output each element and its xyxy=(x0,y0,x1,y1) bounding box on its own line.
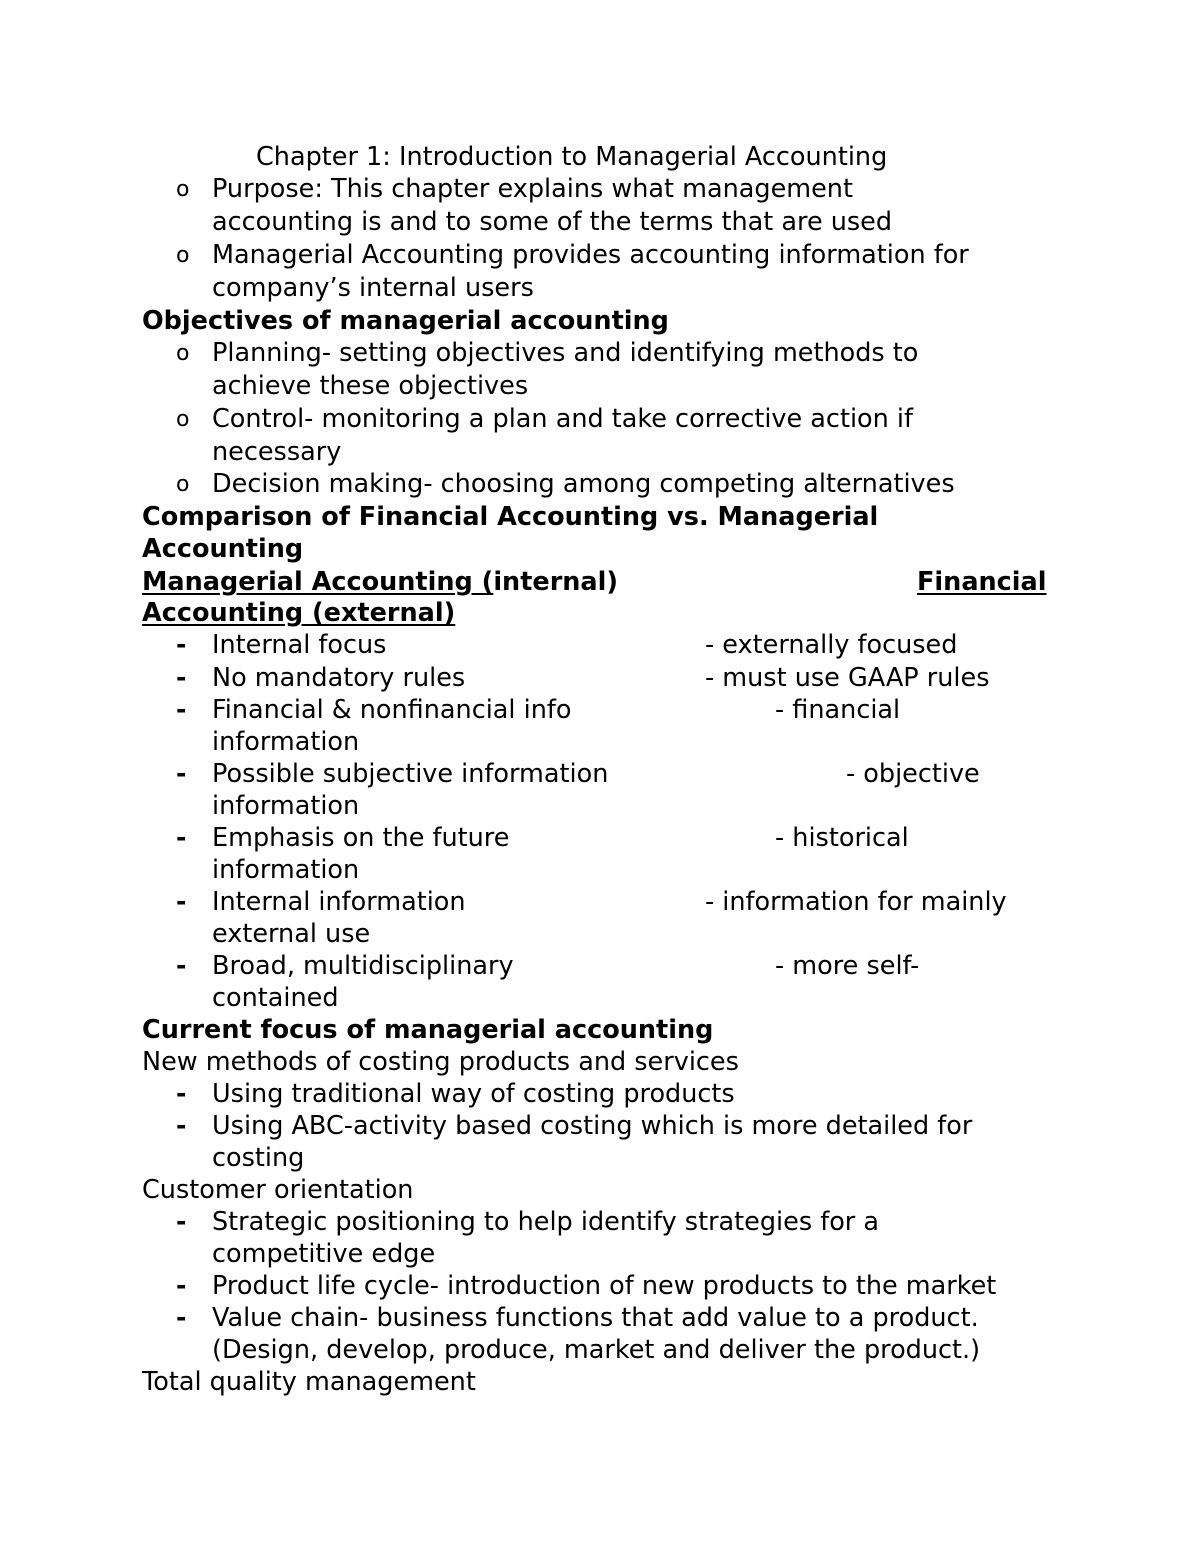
bullet-marker: o xyxy=(176,177,190,202)
customer-section-title: Customer orientation xyxy=(142,1175,414,1205)
objective-planning-cont: achieve these objectives xyxy=(212,371,529,401)
intro-bullet-definition: Managerial Accounting provides accounting information for xyxy=(212,240,969,270)
objectives-heading: Objectives of managerial accounting xyxy=(142,306,669,336)
financial-column-header-cont: Accounting (external) xyxy=(142,598,456,628)
comparison-row-continuation: contained xyxy=(212,983,339,1013)
intro-bullet-definition-cont: company’s internal users xyxy=(212,273,534,303)
comparison-row-continuation: information xyxy=(212,855,360,885)
objective-planning: Planning- setting objectives and identifying methods to xyxy=(212,338,919,368)
costing-section-title: New methods of costing products and services xyxy=(142,1047,739,1077)
comparison-row-managerial: Internal focus xyxy=(212,630,387,660)
comparison-row-financial: - historical xyxy=(775,823,909,853)
comparison-row-continuation: information xyxy=(212,791,360,821)
comparison-row-managerial: Internal information xyxy=(212,887,466,917)
bullet-marker: o xyxy=(176,472,190,497)
comparison-row-financial: - information for mainly xyxy=(705,887,1007,917)
comparison-row-managerial: Financial & nonfinancial info xyxy=(212,695,572,725)
comparison-row-continuation: information xyxy=(212,727,360,757)
intro-bullet-purpose-cont: accounting is and to some of the terms that are used xyxy=(212,207,893,237)
comparison-row-managerial: No mandatory rules xyxy=(212,663,466,693)
objective-control-cont: necessary xyxy=(212,437,342,467)
customer-bullet-valuechain-cont: (Design, develop, produce, market and deliver the product.) xyxy=(212,1335,981,1365)
intro-bullet-purpose: Purpose: This chapter explains what management xyxy=(212,174,853,204)
managerial-column-header xyxy=(142,566,618,598)
managerial-column-header-underlined: Managerial Accounting ( xyxy=(142,567,494,597)
managerial-column-header-rest: internal) xyxy=(493,567,619,597)
costing-bullet-abc-cont: costing xyxy=(212,1143,305,1173)
dash-marker: - xyxy=(176,663,187,692)
bullet-marker: o xyxy=(176,407,190,432)
dash-marker: - xyxy=(176,759,187,788)
tqm-section-title: Total quality management xyxy=(142,1367,476,1397)
comparison-row-continuation: external use xyxy=(212,919,371,949)
bullet-marker: o xyxy=(176,341,190,366)
dash-marker: - xyxy=(176,1207,187,1236)
costing-bullet-traditional: Using traditional way of costing products xyxy=(212,1079,735,1109)
dash-marker: - xyxy=(176,887,187,916)
customer-bullet-valuechain: Value chain- business functions that add value to a product. xyxy=(212,1303,979,1333)
comparison-row-managerial: Broad, multidisciplinary xyxy=(212,951,514,981)
current-focus-heading: Current focus of managerial accounting xyxy=(142,1015,714,1045)
comparison-heading-cont: Accounting xyxy=(142,534,304,564)
customer-bullet-lifecycle: Product life cycle- introduction of new products to the market xyxy=(212,1271,997,1301)
customer-bullet-strategic-cont: competitive edge xyxy=(212,1239,436,1269)
dash-marker: - xyxy=(176,1111,187,1140)
comparison-row-financial: - financial xyxy=(775,695,901,725)
comparison-heading: Comparison of Financial Accounting vs. Managerial xyxy=(142,502,879,532)
dash-marker: - xyxy=(176,1303,187,1332)
comparison-row-managerial: Possible subjective information xyxy=(212,759,609,789)
costing-bullet-abc: Using ABC-activity based costing which is more detailed for xyxy=(212,1111,973,1141)
comparison-row-managerial: Emphasis on the future xyxy=(212,823,510,853)
comparison-row-financial: - more self- xyxy=(775,951,920,981)
objective-control: Control- monitoring a plan and take corrective action if xyxy=(212,404,913,434)
dash-marker: - xyxy=(176,695,187,724)
dash-marker: - xyxy=(176,1079,187,1108)
financial-column-header: Financial xyxy=(917,567,1047,597)
comparison-row-financial: - externally focused xyxy=(705,630,958,660)
dash-marker: - xyxy=(176,630,187,659)
dash-marker: - xyxy=(176,1271,187,1300)
bullet-marker: o xyxy=(176,243,190,268)
customer-bullet-strategic: Strategic positioning to help identify strategies for a xyxy=(212,1207,880,1237)
dash-marker: - xyxy=(176,951,187,980)
comparison-row-financial: - must use GAAP rules xyxy=(705,663,990,693)
comparison-row-financial: - objective xyxy=(846,759,980,789)
objective-decision: Decision making- choosing among competing alternatives xyxy=(212,469,955,499)
dash-marker: - xyxy=(176,823,187,852)
page-title: Chapter 1: Introduction to Managerial Accounting xyxy=(256,142,888,172)
